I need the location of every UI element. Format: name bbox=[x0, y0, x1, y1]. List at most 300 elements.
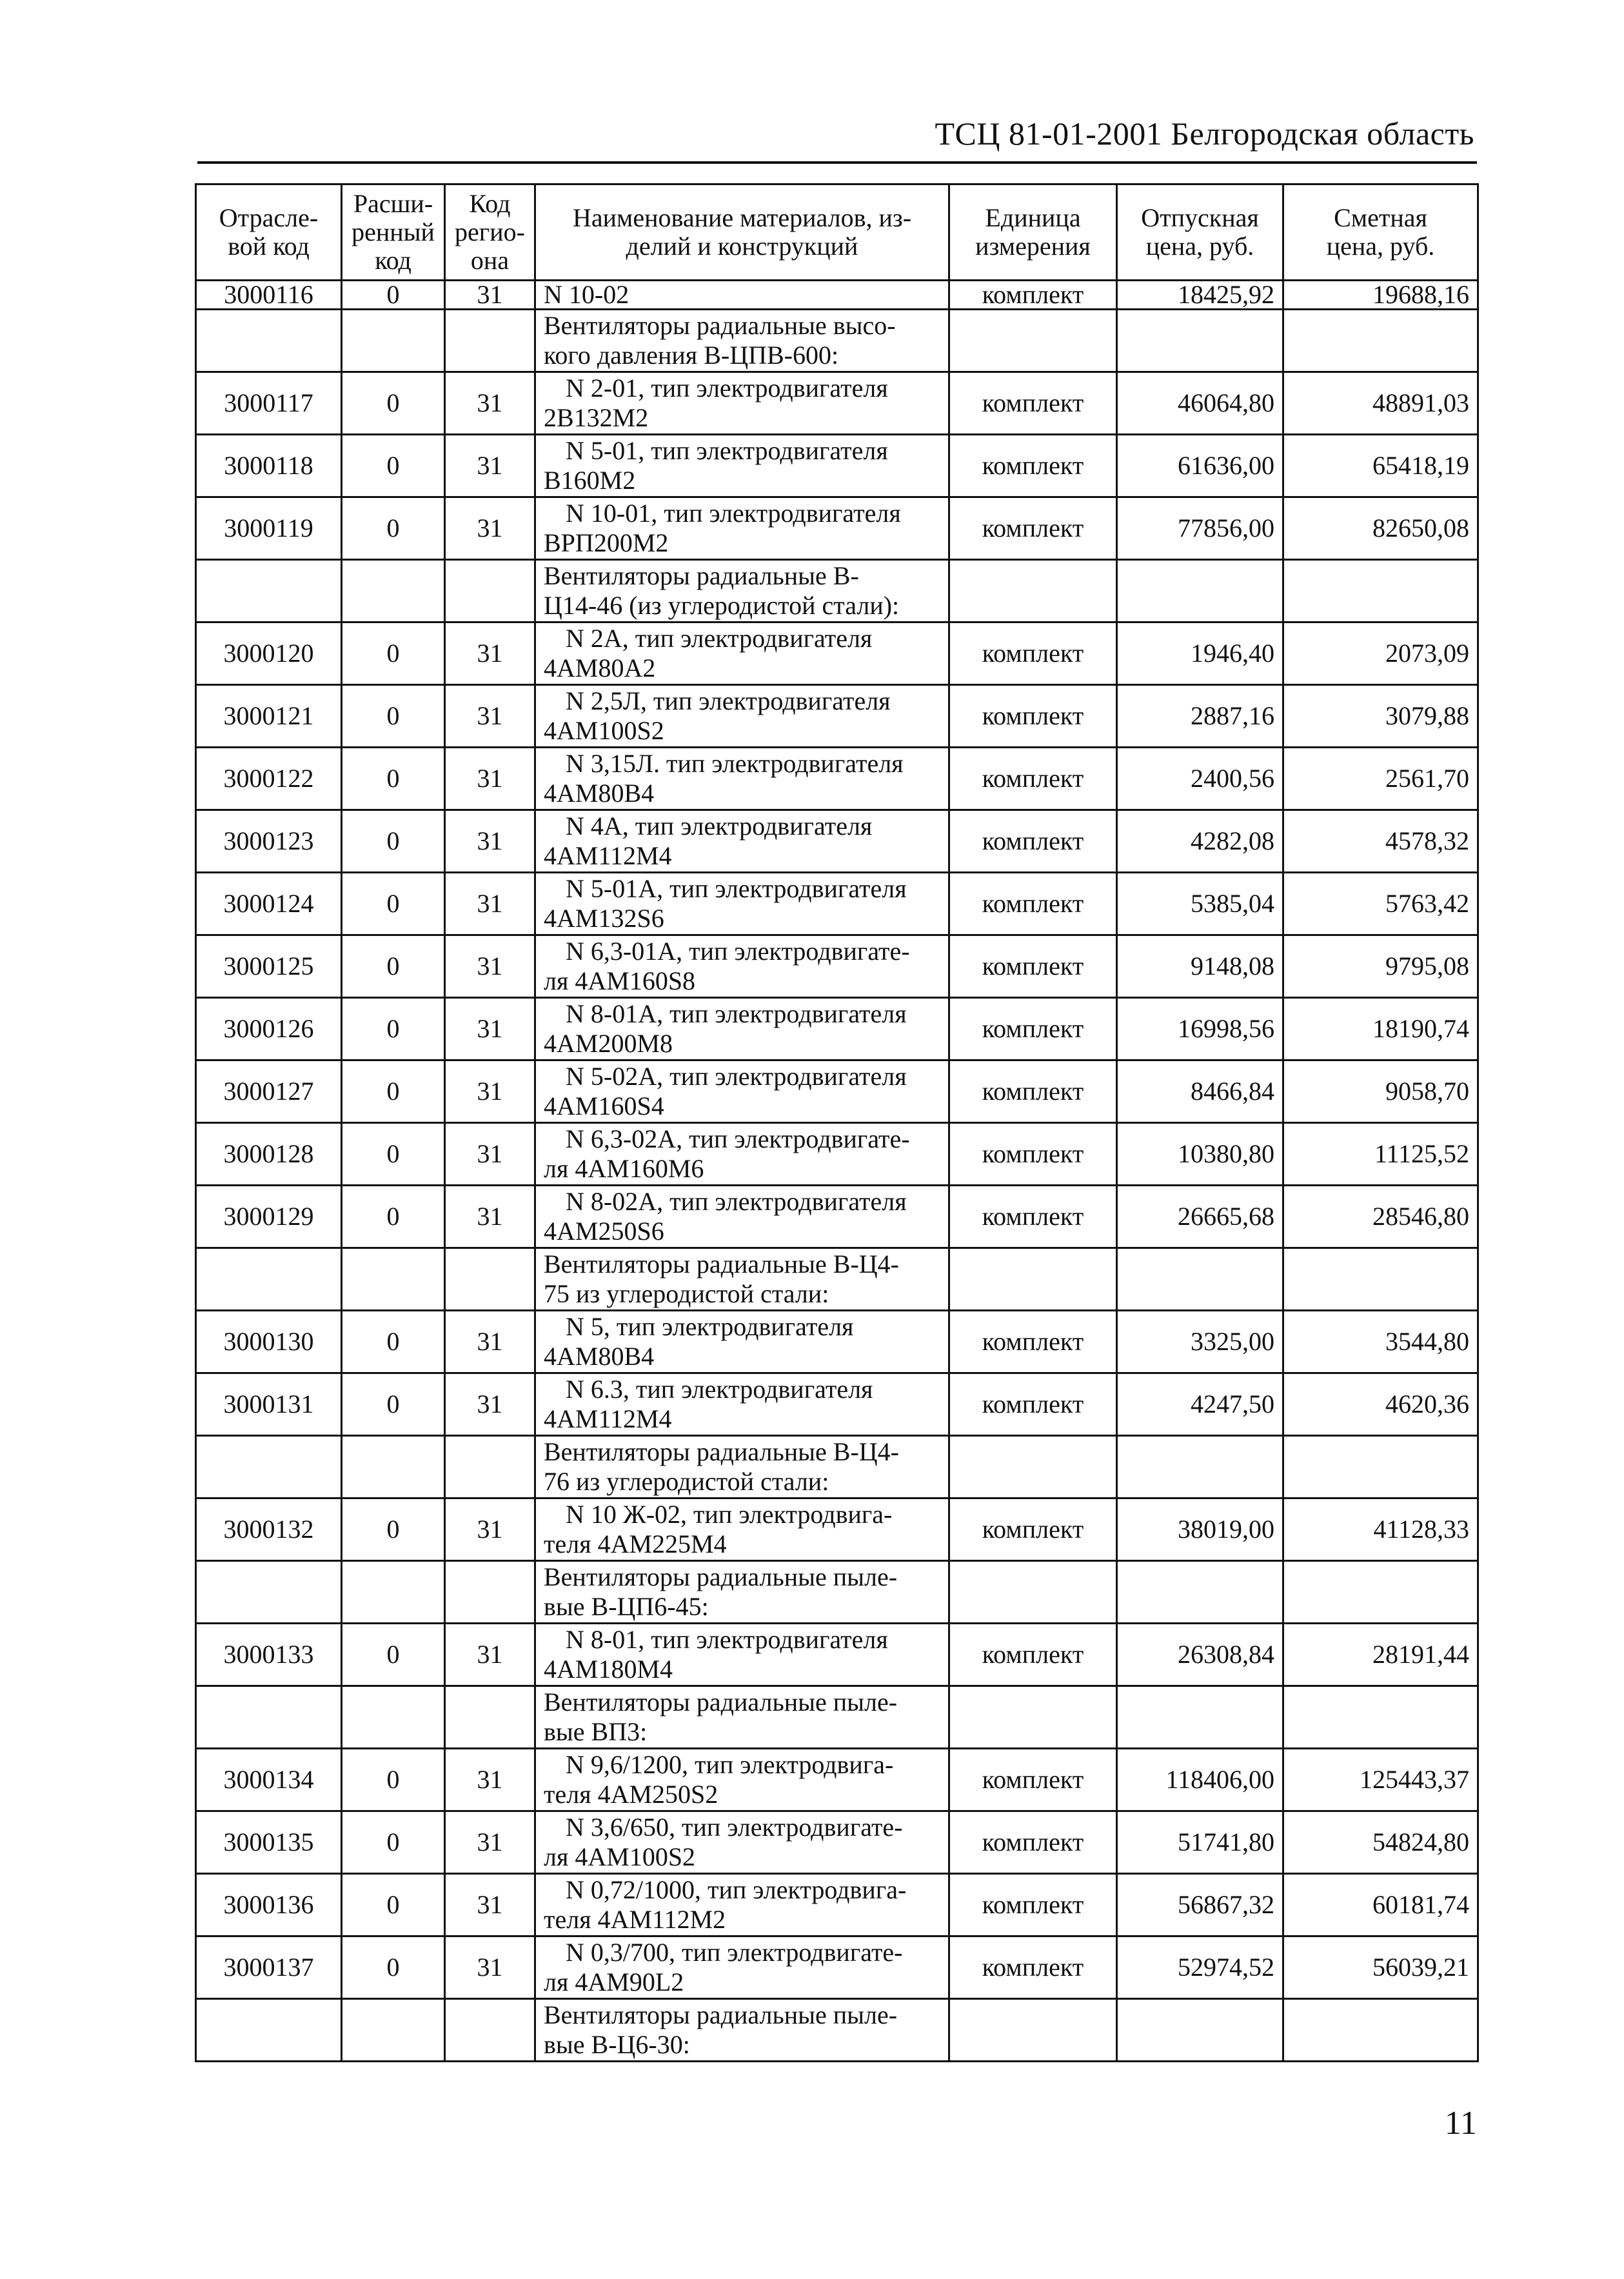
cell-name-line: вые В-Ц6-30: bbox=[544, 2030, 690, 2059]
cell-name-line: Вентиляторы радиальные пыле- bbox=[544, 1562, 898, 1591]
cell-unit: комплект bbox=[949, 1811, 1117, 1874]
cell-name bbox=[535, 1999, 949, 2062]
cell-release-price: 26308,84 bbox=[1117, 1624, 1283, 1686]
cell-unit bbox=[949, 1686, 1117, 1749]
header-line: ренный bbox=[352, 217, 435, 246]
cell-ext-code: 0 bbox=[342, 1624, 445, 1686]
cell-release-price bbox=[1117, 1248, 1283, 1311]
header-line: код bbox=[375, 246, 411, 275]
cell-code bbox=[196, 310, 342, 372]
cell-name-line: 4АМ132S6 bbox=[544, 904, 664, 933]
cell-region-code: 31 bbox=[445, 622, 535, 685]
cell-ext-code: 0 bbox=[342, 1874, 445, 1936]
cell-region-code: 31 bbox=[445, 1498, 535, 1561]
cell-ext-code: 0 bbox=[342, 1311, 445, 1373]
cell-estimate-price bbox=[1283, 310, 1478, 372]
cell-name bbox=[535, 1811, 949, 1874]
cell-release-price: 16998,56 bbox=[1117, 998, 1283, 1060]
cell-region-code: 31 bbox=[445, 998, 535, 1060]
cell-estimate-price: 5763,42 bbox=[1283, 873, 1478, 935]
header-line: регио- bbox=[455, 217, 525, 246]
cell-name bbox=[535, 748, 949, 810]
cell-estimate-price: 28546,80 bbox=[1283, 1186, 1478, 1248]
cell-ext-code: 0 bbox=[342, 281, 445, 310]
header-name bbox=[535, 184, 949, 281]
cell-name-line: N 10 Ж-02, тип электродвига- bbox=[566, 1500, 893, 1529]
cell-region-code: 31 bbox=[445, 1311, 535, 1373]
cell-name-line: Ц14-46 (из углеродистой стали): bbox=[544, 591, 900, 620]
cell-region-code: 31 bbox=[445, 1811, 535, 1874]
cell-estimate-price: 54824,80 bbox=[1283, 1811, 1478, 1874]
cell-name bbox=[535, 1874, 949, 1936]
cell-release-price: 2887,16 bbox=[1117, 685, 1283, 748]
cell-unit bbox=[949, 560, 1117, 622]
table-row bbox=[196, 1999, 1478, 2062]
cell-code: 3000134 bbox=[196, 1749, 342, 1811]
cell-name-line: N 5-01, тип электродвигателя bbox=[566, 436, 888, 465]
table-header-row bbox=[196, 184, 1478, 281]
header-line: измерения bbox=[975, 232, 1091, 261]
cell-name-line: N 6.3, тип электродвигателя bbox=[566, 1375, 873, 1404]
cell-name-line: Вентиляторы радиальные В-Ц4- bbox=[544, 1437, 899, 1466]
cell-ext-code: 0 bbox=[342, 1498, 445, 1561]
cell-name-line: ВРП200М2 bbox=[544, 528, 669, 557]
cell-name-line: 4АМ200М8 bbox=[544, 1029, 673, 1058]
cell-name bbox=[535, 1561, 949, 1624]
cell-release-price bbox=[1117, 1999, 1283, 2062]
cell-unit: комплект bbox=[949, 1186, 1117, 1248]
cell-ext-code: 0 bbox=[342, 873, 445, 935]
cell-region-code: 31 bbox=[445, 748, 535, 810]
table-row bbox=[196, 1311, 1478, 1373]
cell-name-line: 4АМ100S2 bbox=[544, 716, 664, 745]
cell-release-price: 52974,52 bbox=[1117, 1936, 1283, 1999]
header-line: Наименование материалов, из- bbox=[572, 203, 912, 232]
cell-name bbox=[535, 497, 949, 560]
table-row bbox=[196, 685, 1478, 748]
cell-unit: комплект bbox=[949, 685, 1117, 748]
header-estimate-price bbox=[1283, 184, 1478, 281]
header-line: Код bbox=[469, 189, 511, 218]
cell-estimate-price: 125443,37 bbox=[1283, 1749, 1478, 1811]
cell-code: 3000119 bbox=[196, 497, 342, 560]
cell-name bbox=[535, 435, 949, 497]
cell-estimate-price: 48891,03 bbox=[1283, 372, 1478, 435]
cell-estimate-price bbox=[1283, 1561, 1478, 1624]
table-row bbox=[196, 1686, 1478, 1749]
header-region-code bbox=[445, 184, 535, 281]
price-table bbox=[195, 183, 1479, 2062]
cell-region-code: 31 bbox=[445, 372, 535, 435]
cell-region-code: 31 bbox=[445, 1060, 535, 1123]
cell-code: 3000136 bbox=[196, 1874, 342, 1936]
cell-name-line: вые В-ЦП6-45: bbox=[544, 1592, 709, 1621]
header-line: цена, руб. bbox=[1326, 232, 1435, 261]
cell-ext-code bbox=[342, 310, 445, 372]
cell-release-price: 8466,84 bbox=[1117, 1060, 1283, 1123]
cell-estimate-price: 2073,09 bbox=[1283, 622, 1478, 685]
page-header-title: ТСЦ 81-01-2001 Белгородская область bbox=[935, 115, 1474, 152]
cell-release-price: 18425,92 bbox=[1117, 281, 1283, 310]
cell-estimate-price: 9795,08 bbox=[1283, 935, 1478, 998]
table-row bbox=[196, 281, 1478, 310]
table-row bbox=[196, 560, 1478, 622]
table-row bbox=[196, 435, 1478, 497]
cell-name-line: Вентиляторы радиальные пыле- bbox=[544, 1687, 898, 1717]
cell-name-line: 76 из углеродистой стали: bbox=[544, 1467, 829, 1496]
cell-estimate-price: 82650,08 bbox=[1283, 497, 1478, 560]
cell-release-price: 3325,00 bbox=[1117, 1311, 1283, 1373]
cell-name-line: 4АМ160S4 bbox=[544, 1091, 664, 1120]
cell-ext-code: 0 bbox=[342, 435, 445, 497]
table-row bbox=[196, 1123, 1478, 1186]
cell-unit bbox=[949, 1248, 1117, 1311]
cell-release-price bbox=[1117, 1436, 1283, 1498]
cell-region-code: 31 bbox=[445, 435, 535, 497]
cell-unit: комплект bbox=[949, 810, 1117, 873]
cell-unit: комплект bbox=[949, 435, 1117, 497]
cell-code: 3000116 bbox=[196, 281, 342, 310]
cell-estimate-price: 9058,70 bbox=[1283, 1060, 1478, 1123]
cell-name bbox=[535, 1498, 949, 1561]
cell-code: 3000130 bbox=[196, 1311, 342, 1373]
table-row bbox=[196, 1248, 1478, 1311]
cell-name bbox=[535, 310, 949, 372]
cell-code bbox=[196, 1999, 342, 2062]
cell-estimate-price: 28191,44 bbox=[1283, 1624, 1478, 1686]
cell-release-price bbox=[1117, 560, 1283, 622]
cell-unit: комплект bbox=[949, 1624, 1117, 1686]
table-row bbox=[196, 810, 1478, 873]
cell-name-line: N 10-02 bbox=[544, 280, 629, 309]
cell-name-line: ля 4АМ100S2 bbox=[544, 1842, 696, 1871]
cell-estimate-price: 3079,88 bbox=[1283, 685, 1478, 748]
cell-name bbox=[535, 281, 949, 310]
cell-estimate-price: 41128,33 bbox=[1283, 1498, 1478, 1561]
cell-ext-code: 0 bbox=[342, 1373, 445, 1436]
header-line: Сметная bbox=[1334, 203, 1427, 232]
cell-name-line: N 0,72/1000, тип электродвига- bbox=[566, 1875, 907, 1904]
cell-region-code: 31 bbox=[445, 1749, 535, 1811]
cell-ext-code: 0 bbox=[342, 1060, 445, 1123]
cell-region-code: 31 bbox=[445, 497, 535, 560]
cell-release-price: 5385,04 bbox=[1117, 873, 1283, 935]
cell-estimate-price: 65418,19 bbox=[1283, 435, 1478, 497]
cell-name-line: кого давления В-ЦПВ-600: bbox=[544, 341, 839, 370]
cell-name-line: ля 4АМ160S8 bbox=[544, 966, 696, 995]
cell-name bbox=[535, 1123, 949, 1186]
cell-code: 3000124 bbox=[196, 873, 342, 935]
cell-release-price: 4282,08 bbox=[1117, 810, 1283, 873]
cell-name-line: 4АМ112М4 bbox=[544, 841, 672, 870]
cell-estimate-price: 11125,52 bbox=[1283, 1123, 1478, 1186]
cell-unit: комплект bbox=[949, 1123, 1117, 1186]
cell-estimate-price bbox=[1283, 1436, 1478, 1498]
cell-unit: комплект bbox=[949, 281, 1117, 310]
cell-region-code: 31 bbox=[445, 1936, 535, 1999]
cell-name-line: В160М2 bbox=[544, 466, 636, 495]
cell-region-code bbox=[445, 560, 535, 622]
cell-unit: комплект bbox=[949, 1874, 1117, 1936]
cell-name-line: 4АМ80А2 bbox=[544, 653, 656, 682]
cell-ext-code: 0 bbox=[342, 810, 445, 873]
cell-release-price: 61636,00 bbox=[1117, 435, 1283, 497]
cell-name bbox=[535, 1186, 949, 1248]
cell-region-code: 31 bbox=[445, 1874, 535, 1936]
cell-ext-code bbox=[342, 1436, 445, 1498]
table-row bbox=[196, 1060, 1478, 1123]
table-row bbox=[196, 1811, 1478, 1874]
cell-name bbox=[535, 1311, 949, 1373]
cell-name bbox=[535, 372, 949, 435]
cell-ext-code: 0 bbox=[342, 998, 445, 1060]
cell-release-price: 56867,32 bbox=[1117, 1874, 1283, 1936]
cell-ext-code: 0 bbox=[342, 372, 445, 435]
cell-name bbox=[535, 1436, 949, 1498]
cell-name-line: N 0,3/700, тип электродвигате- bbox=[566, 1938, 903, 1967]
cell-ext-code: 0 bbox=[342, 1749, 445, 1811]
cell-name-line: 4АМ180М4 bbox=[544, 1655, 673, 1684]
cell-ext-code: 0 bbox=[342, 1186, 445, 1248]
cell-release-price: 10380,80 bbox=[1117, 1123, 1283, 1186]
header-ext-code bbox=[342, 184, 445, 281]
cell-name bbox=[535, 1624, 949, 1686]
cell-ext-code: 0 bbox=[342, 748, 445, 810]
cell-region-code: 31 bbox=[445, 1373, 535, 1436]
cell-ext-code bbox=[342, 1561, 445, 1624]
cell-name-line: N 8-02А, тип электродвигателя bbox=[566, 1187, 907, 1216]
cell-region-code bbox=[445, 1436, 535, 1498]
cell-name bbox=[535, 1936, 949, 1999]
cell-code bbox=[196, 1248, 342, 1311]
cell-estimate-price: 3544,80 bbox=[1283, 1311, 1478, 1373]
cell-code: 3000125 bbox=[196, 935, 342, 998]
cell-name bbox=[535, 935, 949, 998]
cell-unit: комплект bbox=[949, 1749, 1117, 1811]
cell-estimate-price: 4578,32 bbox=[1283, 810, 1478, 873]
cell-ext-code: 0 bbox=[342, 685, 445, 748]
cell-name-line: N 5-01А, тип электродвигателя bbox=[566, 874, 907, 903]
table-row bbox=[196, 1186, 1478, 1248]
cell-estimate-price: 19688,16 bbox=[1283, 281, 1478, 310]
cell-release-price: 77856,00 bbox=[1117, 497, 1283, 560]
cell-name-line: N 2,5Л, тип электродвигателя bbox=[566, 686, 891, 715]
cell-region-code bbox=[445, 1248, 535, 1311]
cell-code bbox=[196, 1686, 342, 1749]
cell-release-price: 118406,00 bbox=[1117, 1749, 1283, 1811]
cell-estimate-price: 18190,74 bbox=[1283, 998, 1478, 1060]
cell-ext-code bbox=[342, 560, 445, 622]
header-line: Отрасле- bbox=[219, 203, 319, 232]
cell-name-line: N 4А, тип электродвигателя bbox=[566, 811, 873, 841]
cell-release-price bbox=[1117, 1686, 1283, 1749]
cell-name bbox=[535, 1373, 949, 1436]
cell-region-code bbox=[445, 1686, 535, 1749]
cell-code bbox=[196, 1561, 342, 1624]
header-code bbox=[196, 184, 342, 281]
cell-name bbox=[535, 873, 949, 935]
cell-name-line: N 8-01А, тип электродвигателя bbox=[566, 999, 907, 1028]
cell-code: 3000135 bbox=[196, 1811, 342, 1874]
cell-name-line: N 2А, тип электродвигателя bbox=[566, 624, 873, 653]
cell-region-code: 31 bbox=[445, 685, 535, 748]
cell-name-line: N 6,3-02А, тип электродвигате- bbox=[566, 1124, 910, 1153]
cell-region-code: 31 bbox=[445, 1123, 535, 1186]
cell-name-line: теля 4АМ225М4 bbox=[544, 1529, 727, 1558]
header-line: вой код bbox=[228, 232, 310, 261]
cell-code bbox=[196, 1436, 342, 1498]
cell-name bbox=[535, 1686, 949, 1749]
table-row bbox=[196, 1624, 1478, 1686]
cell-unit: комплект bbox=[949, 497, 1117, 560]
cell-estimate-price bbox=[1283, 1999, 1478, 2062]
cell-name bbox=[535, 1749, 949, 1811]
cell-region-code bbox=[445, 1999, 535, 2062]
table-row bbox=[196, 1936, 1478, 1999]
cell-estimate-price: 56039,21 bbox=[1283, 1936, 1478, 1999]
cell-name-line: Вентиляторы радиальные высо- bbox=[544, 311, 896, 340]
cell-name-line: 4АМ250S6 bbox=[544, 1217, 664, 1246]
cell-code: 3000117 bbox=[196, 372, 342, 435]
cell-name bbox=[535, 622, 949, 685]
cell-release-price bbox=[1117, 1561, 1283, 1624]
cell-name bbox=[535, 685, 949, 748]
header-line: Расши- bbox=[353, 189, 433, 218]
table-row bbox=[196, 1749, 1478, 1811]
cell-code: 3000137 bbox=[196, 1936, 342, 1999]
cell-release-price: 9148,08 bbox=[1117, 935, 1283, 998]
cell-name-line: 2В132М2 bbox=[544, 403, 649, 432]
cell-name-line: теля 4АМ112М2 bbox=[544, 1905, 726, 1934]
cell-name bbox=[535, 998, 949, 1060]
cell-unit: комплект bbox=[949, 1060, 1117, 1123]
cell-region-code: 31 bbox=[445, 873, 535, 935]
cell-code: 3000126 bbox=[196, 998, 342, 1060]
cell-unit: комплект bbox=[949, 1498, 1117, 1561]
table-row bbox=[196, 1874, 1478, 1936]
cell-unit: комплект bbox=[949, 873, 1117, 935]
cell-unit bbox=[949, 1436, 1117, 1498]
cell-name-line: N 5, тип электродвигателя bbox=[566, 1312, 854, 1341]
header-line: она bbox=[470, 246, 510, 275]
table-row bbox=[196, 873, 1478, 935]
cell-release-price: 51741,80 bbox=[1117, 1811, 1283, 1874]
cell-code: 3000129 bbox=[196, 1186, 342, 1248]
cell-name-line: вые ВП3: bbox=[544, 1717, 648, 1746]
cell-name-line: Вентиляторы радиальные пыле- bbox=[544, 2000, 898, 2029]
cell-estimate-price: 60181,74 bbox=[1283, 1874, 1478, 1936]
cell-estimate-price bbox=[1283, 560, 1478, 622]
cell-name-line: 4АМ80В4 bbox=[544, 779, 655, 808]
cell-code: 3000118 bbox=[196, 435, 342, 497]
cell-ext-code bbox=[342, 1999, 445, 2062]
cell-name-line: N 2-01, тип электродвигателя bbox=[566, 373, 888, 403]
cell-name bbox=[535, 560, 949, 622]
table-row bbox=[196, 622, 1478, 685]
cell-unit: комплект bbox=[949, 998, 1117, 1060]
cell-code bbox=[196, 560, 342, 622]
cell-unit bbox=[949, 1561, 1117, 1624]
cell-ext-code: 0 bbox=[342, 1811, 445, 1874]
cell-ext-code: 0 bbox=[342, 1936, 445, 1999]
cell-code: 3000122 bbox=[196, 748, 342, 810]
cell-name-line: теля 4АМ250S2 bbox=[544, 1780, 718, 1809]
cell-ext-code: 0 bbox=[342, 1123, 445, 1186]
cell-release-price: 2400,56 bbox=[1117, 748, 1283, 810]
cell-name-line: ля 4АМ160М6 bbox=[544, 1154, 704, 1183]
table-row bbox=[196, 1561, 1478, 1624]
cell-code: 3000123 bbox=[196, 810, 342, 873]
table-row bbox=[196, 497, 1478, 560]
cell-unit: комплект bbox=[949, 1936, 1117, 1999]
cell-code: 3000132 bbox=[196, 1498, 342, 1561]
cell-release-price bbox=[1117, 310, 1283, 372]
cell-region-code: 31 bbox=[445, 935, 535, 998]
cell-unit bbox=[949, 310, 1117, 372]
cell-code: 3000131 bbox=[196, 1373, 342, 1436]
header-line: цена, руб. bbox=[1145, 232, 1254, 261]
header-line: Единица bbox=[985, 203, 1081, 232]
table-row bbox=[196, 998, 1478, 1060]
cell-name-line: 4АМ80В4 bbox=[544, 1342, 655, 1371]
cell-unit bbox=[949, 1999, 1117, 2062]
table-row bbox=[196, 748, 1478, 810]
cell-estimate-price bbox=[1283, 1248, 1478, 1311]
cell-region-code: 31 bbox=[445, 810, 535, 873]
cell-name bbox=[535, 810, 949, 873]
cell-unit: комплект bbox=[949, 622, 1117, 685]
cell-estimate-price bbox=[1283, 1686, 1478, 1749]
cell-region-code: 31 bbox=[445, 1624, 535, 1686]
cell-region-code: 31 bbox=[445, 1186, 535, 1248]
cell-name-line: ля 4АМ90L2 bbox=[544, 1967, 684, 1996]
cell-ext-code: 0 bbox=[342, 622, 445, 685]
cell-name-line: N 3,15Л. тип электродвигателя bbox=[566, 749, 904, 778]
table-row bbox=[196, 310, 1478, 372]
cell-name-line: N 8-01, тип электродвигателя bbox=[566, 1625, 888, 1654]
cell-code: 3000128 bbox=[196, 1123, 342, 1186]
cell-name-line: Вентиляторы радиальные В-Ц4- bbox=[544, 1249, 899, 1279]
cell-code: 3000121 bbox=[196, 685, 342, 748]
cell-unit: комплект bbox=[949, 935, 1117, 998]
cell-name-line: Вентиляторы радиальные В- bbox=[544, 561, 859, 590]
cell-name-line: 4АМ112М4 bbox=[544, 1404, 672, 1433]
header-unit bbox=[949, 184, 1117, 281]
page-number: 11 bbox=[1444, 2105, 1477, 2142]
cell-code: 3000120 bbox=[196, 622, 342, 685]
cell-region-code: 31 bbox=[445, 281, 535, 310]
cell-name-line: N 3,6/650, тип электродвигате- bbox=[566, 1813, 903, 1842]
cell-name-line: N 9,6/1200, тип электродвига- bbox=[566, 1750, 894, 1779]
cell-name-line: N 10-01, тип электродвигателя bbox=[566, 499, 901, 528]
cell-name bbox=[535, 1248, 949, 1311]
cell-unit: комплект bbox=[949, 372, 1117, 435]
table-row bbox=[196, 1373, 1478, 1436]
cell-ext-code bbox=[342, 1248, 445, 1311]
cell-code: 3000127 bbox=[196, 1060, 342, 1123]
cell-release-price: 38019,00 bbox=[1117, 1498, 1283, 1561]
header-line: Отпускная bbox=[1141, 203, 1259, 232]
cell-ext-code: 0 bbox=[342, 935, 445, 998]
cell-name-line: 75 из углеродистой стали: bbox=[544, 1279, 829, 1308]
cell-name bbox=[535, 1060, 949, 1123]
cell-estimate-price: 4620,36 bbox=[1283, 1373, 1478, 1436]
cell-release-price: 1946,40 bbox=[1117, 622, 1283, 685]
table-row bbox=[196, 372, 1478, 435]
cell-region-code bbox=[445, 310, 535, 372]
header-release-price bbox=[1117, 184, 1283, 281]
table-body bbox=[196, 281, 1478, 2062]
